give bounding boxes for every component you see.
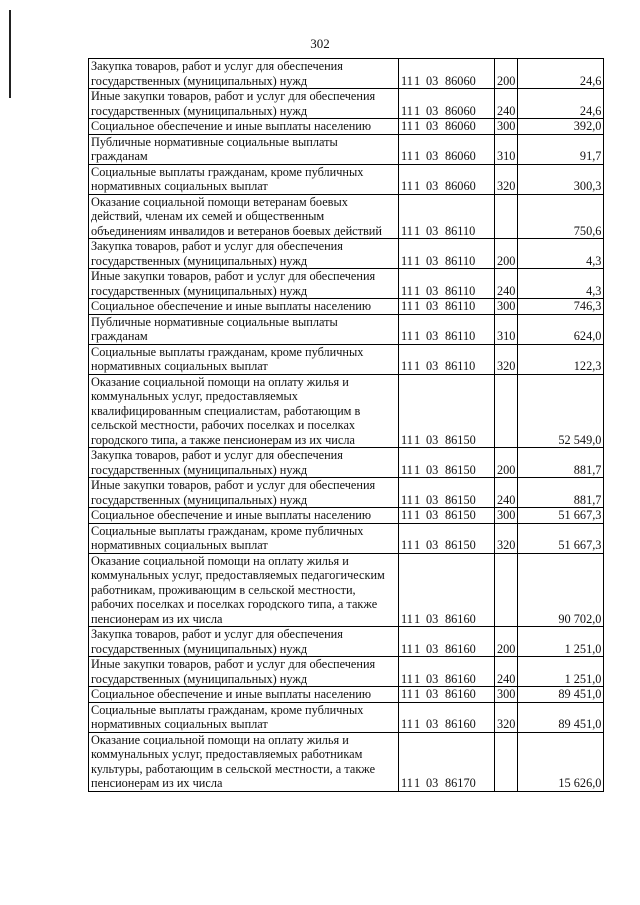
expense-name-cell — [89, 269, 399, 299]
expense-type: 310 — [497, 149, 516, 163]
code-subprogram: 1 — [414, 73, 421, 88]
target-code-cell — [399, 523, 495, 553]
amount: 89 451,0 — [558, 687, 602, 701]
code-direction: 86060 — [445, 179, 476, 193]
code-subprogram: 1 — [414, 717, 421, 731]
expense-name: Закупка товаров, работ и услуг для обеспечения государственных (муниципальных) нужд — [91, 627, 343, 656]
amount: 24,6 — [579, 73, 602, 88]
code-program: 11 — [401, 508, 413, 522]
expense-type: 300 — [497, 508, 516, 522]
table-row — [89, 478, 604, 508]
expense-name-cell — [89, 702, 399, 732]
amount-cell — [518, 374, 604, 448]
code-subprogram: 1 — [414, 538, 421, 552]
target-code-cell — [399, 239, 495, 269]
expense-name: Социальное обеспечение и иные выплаты населению — [91, 508, 372, 522]
amount: 750,6 — [573, 223, 602, 238]
table-row — [89, 702, 604, 732]
expense-name-cell — [89, 732, 399, 791]
expense-name: Иные закупки товаров, работ и услуг для обеспечения государственных (муниципальных) нужд — [91, 478, 376, 507]
amount-cell — [518, 478, 604, 508]
amount: 746,3 — [573, 299, 602, 313]
code-program: 11 — [401, 776, 413, 790]
table-row — [89, 508, 604, 524]
expense-name: Социальные выплаты гражданам, кроме публичных нормативных социальных выплат — [91, 164, 364, 193]
target-code-cell — [399, 119, 495, 135]
amount: 90 702,0 — [558, 611, 602, 626]
expense-name-cell — [89, 657, 399, 687]
code-subprogram: 1 — [414, 508, 421, 522]
code-subprogram: 1 — [414, 359, 421, 373]
amount-cell — [518, 164, 604, 194]
code-main-activity: 03 — [426, 671, 439, 686]
expense-type-cell — [495, 344, 518, 374]
expense-type: 310 — [497, 329, 516, 343]
expense-name: Оказание социальной помощи ветеранам боевых действий, членам их семей и общественным объединениям инвалидов и ветеранов боевых действий — [91, 194, 382, 238]
budget-table-body — [89, 59, 604, 792]
code-direction: 86110 — [445, 253, 476, 268]
amount-cell — [518, 448, 604, 478]
code-direction: 86110 — [445, 283, 476, 298]
amount-cell — [518, 702, 604, 732]
code-program: 11 — [401, 103, 413, 118]
code-main-activity: 03 — [426, 432, 439, 447]
expense-name-cell — [89, 59, 399, 89]
amount-cell — [518, 732, 604, 791]
table-row — [89, 448, 604, 478]
code-program: 11 — [401, 283, 413, 298]
target-code-cell — [399, 732, 495, 791]
code-direction: 86150 — [445, 462, 476, 477]
expense-type-cell — [495, 508, 518, 524]
amount: 4,3 — [586, 253, 602, 268]
expense-type: 320 — [497, 179, 516, 193]
code-main-activity: 03 — [426, 508, 439, 522]
expense-type-cell — [495, 687, 518, 703]
code-subprogram: 1 — [414, 462, 421, 477]
expense-name-cell — [89, 553, 399, 627]
amount: 51 667,3 — [558, 538, 602, 552]
code-subprogram: 1 — [414, 492, 421, 507]
expense-name-cell — [89, 508, 399, 524]
expense-type-cell — [495, 702, 518, 732]
code-subprogram: 1 — [414, 611, 421, 626]
expense-name: Публичные нормативные социальные выплаты гражданам — [91, 134, 338, 163]
expense-type-cell — [495, 164, 518, 194]
code-subprogram: 1 — [414, 776, 421, 790]
expense-name: Иные закупки товаров, работ и услуг для обеспечения государственных (муниципальных) нужд — [91, 89, 376, 118]
code-main-activity: 03 — [426, 179, 439, 193]
table-row — [89, 119, 604, 135]
amount-cell — [518, 299, 604, 315]
target-code-cell — [399, 299, 495, 315]
amount: 15 626,0 — [558, 776, 602, 790]
amount: 4,3 — [586, 283, 602, 298]
table-row — [89, 314, 604, 344]
amount: 122,3 — [573, 359, 602, 373]
amount: 881,7 — [573, 492, 602, 507]
expense-name: Закупка товаров, работ и услуг для обеспечения государственных (муниципальных) нужд — [91, 448, 343, 477]
code-subprogram: 1 — [414, 179, 421, 193]
expense-type-cell — [495, 119, 518, 135]
expense-type-cell — [495, 732, 518, 791]
code-direction: 86060 — [445, 119, 476, 133]
code-subprogram: 1 — [414, 432, 421, 447]
target-code-cell — [399, 194, 495, 239]
expense-name: Закупка товаров, работ и услуг для обеспечения государственных (муниципальных) нужд — [91, 239, 343, 268]
table-row — [89, 239, 604, 269]
expense-type: 200 — [497, 73, 516, 88]
expense-type-cell — [495, 89, 518, 119]
code-subprogram: 1 — [414, 329, 421, 343]
expense-name-cell — [89, 627, 399, 657]
code-program: 11 — [401, 179, 413, 193]
code-program: 11 — [401, 611, 413, 626]
code-subprogram: 1 — [414, 687, 421, 701]
expense-type: 300 — [497, 119, 516, 133]
expense-name: Иные закупки товаров, работ и услуг для обеспечения государственных (муниципальных) нужд — [91, 269, 376, 298]
code-direction: 86060 — [445, 103, 476, 118]
table-row — [89, 194, 604, 239]
code-main-activity: 03 — [426, 119, 439, 133]
expense-type: 300 — [497, 299, 516, 313]
code-main-activity: 03 — [426, 253, 439, 268]
expense-type-cell — [495, 553, 518, 627]
expense-type: 200 — [497, 641, 516, 656]
target-code-cell — [399, 687, 495, 703]
amount-cell — [518, 119, 604, 135]
code-direction: 86160 — [445, 611, 476, 626]
code-subprogram: 1 — [414, 283, 421, 298]
code-subprogram: 1 — [414, 641, 421, 656]
margin-line — [9, 10, 11, 98]
amount-cell — [518, 508, 604, 524]
amount-cell — [518, 194, 604, 239]
target-code-cell — [399, 89, 495, 119]
code-main-activity: 03 — [426, 299, 439, 313]
expense-name-cell — [89, 164, 399, 194]
amount-cell — [518, 59, 604, 89]
code-program: 11 — [401, 223, 413, 238]
code-program: 11 — [401, 253, 413, 268]
amount-cell — [518, 89, 604, 119]
page-number: 302 — [310, 36, 330, 51]
expense-name-cell — [89, 448, 399, 478]
amount: 392,0 — [573, 119, 602, 133]
table-row — [89, 732, 604, 791]
code-direction: 86150 — [445, 538, 476, 552]
amount-cell — [518, 344, 604, 374]
expense-type-cell — [495, 627, 518, 657]
table-row — [89, 687, 604, 703]
code-direction: 86170 — [445, 776, 476, 790]
code-main-activity: 03 — [426, 283, 439, 298]
code-direction: 86060 — [445, 73, 476, 88]
amount: 881,7 — [573, 462, 602, 477]
target-code-cell — [399, 657, 495, 687]
table-row — [89, 89, 604, 119]
amount-cell — [518, 134, 604, 164]
code-main-activity: 03 — [426, 687, 439, 701]
code-direction: 86110 — [445, 223, 476, 238]
expense-name-cell — [89, 374, 399, 448]
expense-type: 320 — [497, 538, 516, 552]
code-direction: 86110 — [445, 359, 476, 373]
expense-type: 240 — [497, 671, 516, 686]
expense-name-cell — [89, 89, 399, 119]
expense-type-cell — [495, 523, 518, 553]
expense-name: Социальное обеспечение и иные выплаты населению — [91, 119, 372, 133]
target-code-cell — [399, 478, 495, 508]
expense-type: 240 — [497, 103, 516, 118]
expense-type: 300 — [497, 687, 516, 701]
code-direction: 86160 — [445, 671, 476, 686]
amount: 91,7 — [579, 149, 602, 163]
amount: 1 251,0 — [564, 641, 602, 656]
expense-name: Закупка товаров, работ и услуг для обеспечения государственных (муниципальных) нужд — [91, 59, 343, 88]
expense-name: Иные закупки товаров, работ и услуг для обеспечения государственных (муниципальных) нужд — [91, 657, 376, 686]
target-code-cell — [399, 553, 495, 627]
expense-name: Оказание социальной помощи на оплату жилья и коммунальных услуг, предоставляемых педагогическим работникам, проживающим в сельской местности, рабочих поселках и поселках городского типа, а также пенсионерам из их числа — [91, 553, 385, 626]
target-code-cell — [399, 314, 495, 344]
table-row — [89, 657, 604, 687]
code-direction: 86160 — [445, 717, 476, 731]
code-direction: 86150 — [445, 432, 476, 447]
code-main-activity: 03 — [426, 462, 439, 477]
code-subprogram: 1 — [414, 253, 421, 268]
code-subprogram: 1 — [414, 299, 421, 313]
table-row — [89, 344, 604, 374]
amount-cell — [518, 269, 604, 299]
amount-cell — [518, 239, 604, 269]
expense-name-cell — [89, 134, 399, 164]
amount-cell — [518, 523, 604, 553]
code-main-activity: 03 — [426, 492, 439, 507]
target-code-cell — [399, 508, 495, 524]
expense-type-cell — [495, 194, 518, 239]
code-main-activity: 03 — [426, 73, 439, 88]
expense-name-cell — [89, 239, 399, 269]
code-main-activity: 03 — [426, 641, 439, 656]
target-code-cell — [399, 344, 495, 374]
code-program: 11 — [401, 687, 413, 701]
target-code-cell — [399, 134, 495, 164]
target-code-cell — [399, 374, 495, 448]
target-code-cell — [399, 59, 495, 89]
expense-type-cell — [495, 269, 518, 299]
code-subprogram: 1 — [414, 103, 421, 118]
target-code-cell — [399, 164, 495, 194]
expense-name: Социальное обеспечение и иные выплаты населению — [91, 687, 372, 701]
expense-name-cell — [89, 119, 399, 135]
code-main-activity: 03 — [426, 329, 439, 343]
expense-type-cell — [495, 299, 518, 315]
amount-cell — [518, 627, 604, 657]
code-main-activity: 03 — [426, 223, 439, 238]
code-program: 11 — [401, 73, 413, 88]
code-subprogram: 1 — [414, 223, 421, 238]
code-main-activity: 03 — [426, 538, 439, 552]
expense-name-cell — [89, 687, 399, 703]
expense-type: 320 — [497, 359, 516, 373]
expense-name: Публичные нормативные социальные выплаты гражданам — [91, 314, 338, 343]
amount: 52 549,0 — [558, 432, 602, 447]
code-direction: 86110 — [445, 299, 476, 313]
code-program: 11 — [401, 149, 413, 163]
table-row — [89, 553, 604, 627]
amount: 300,3 — [573, 179, 602, 193]
code-program: 11 — [401, 359, 413, 373]
expense-type-cell — [495, 134, 518, 164]
code-direction: 86160 — [445, 687, 476, 701]
expense-name: Оказание социальной помощи на оплату жилья и коммунальных услуг, предоставляемых квалифицированным специалистам, работающим в сельской местности, рабочих поселках и поселках городского типа, а также пенсионерам из их числа — [91, 374, 361, 447]
expense-name: Социальные выплаты гражданам, кроме публичных нормативных социальных выплат — [91, 702, 364, 731]
expense-name-cell — [89, 314, 399, 344]
table-row — [89, 269, 604, 299]
code-direction: 86060 — [445, 149, 476, 163]
code-subprogram: 1 — [414, 119, 421, 133]
amount-cell — [518, 657, 604, 687]
code-main-activity: 03 — [426, 149, 439, 163]
code-program: 11 — [401, 671, 413, 686]
expense-name: Социальные выплаты гражданам, кроме публичных нормативных социальных выплат — [91, 344, 364, 373]
expense-name-cell — [89, 299, 399, 315]
code-direction: 86110 — [445, 329, 476, 343]
code-program: 11 — [401, 432, 413, 447]
expense-type-cell — [495, 657, 518, 687]
table-row — [89, 59, 604, 89]
code-direction: 86160 — [445, 641, 476, 656]
code-program: 11 — [401, 641, 413, 656]
expense-type-cell — [495, 59, 518, 89]
expense-name: Социальное обеспечение и иные выплаты населению — [91, 299, 372, 313]
amount: 89 451,0 — [558, 717, 602, 731]
table-row — [89, 523, 604, 553]
table-row — [89, 374, 604, 448]
amount-cell — [518, 553, 604, 627]
amount: 24,6 — [579, 103, 602, 118]
expense-name-cell — [89, 344, 399, 374]
table-row — [89, 299, 604, 315]
amount: 1 251,0 — [564, 671, 602, 686]
code-program: 11 — [401, 299, 413, 313]
expense-type: 200 — [497, 462, 516, 477]
code-program: 11 — [401, 462, 413, 477]
target-code-cell — [399, 702, 495, 732]
expense-type-cell — [495, 239, 518, 269]
target-code-cell — [399, 269, 495, 299]
amount: 624,0 — [573, 329, 602, 343]
code-main-activity: 03 — [426, 611, 439, 626]
code-direction: 86150 — [445, 492, 476, 507]
code-program: 11 — [401, 717, 413, 731]
expense-name-cell — [89, 194, 399, 239]
table-row — [89, 627, 604, 657]
expense-name-cell — [89, 478, 399, 508]
amount-cell — [518, 687, 604, 703]
code-main-activity: 03 — [426, 103, 439, 118]
budget-table — [88, 58, 604, 792]
expense-name-cell — [89, 523, 399, 553]
code-program: 11 — [401, 492, 413, 507]
code-direction: 86150 — [445, 508, 476, 522]
target-code-cell — [399, 448, 495, 478]
amount: 51 667,3 — [558, 508, 602, 522]
table-row — [89, 164, 604, 194]
expense-type: 240 — [497, 492, 516, 507]
table-row — [89, 134, 604, 164]
amount-cell — [518, 314, 604, 344]
expense-type: 200 — [497, 253, 516, 268]
expense-type: 240 — [497, 283, 516, 298]
expense-name: Оказание социальной помощи на оплату жилья и коммунальных услуг, предоставляемых работникам культуры, работающим в сельской местности, а также пенсионерам из их числа — [91, 732, 376, 790]
expense-type-cell — [495, 314, 518, 344]
code-main-activity: 03 — [426, 776, 439, 790]
code-program: 11 — [401, 329, 413, 343]
expense-type-cell — [495, 374, 518, 448]
code-subprogram: 1 — [414, 149, 421, 163]
expense-type-cell — [495, 478, 518, 508]
code-main-activity: 03 — [426, 717, 439, 731]
code-program: 11 — [401, 538, 413, 552]
expense-name: Социальные выплаты гражданам, кроме публичных нормативных социальных выплат — [91, 523, 364, 552]
code-main-activity: 03 — [426, 359, 439, 373]
code-program: 11 — [401, 119, 413, 133]
expense-type: 320 — [497, 717, 516, 731]
code-subprogram: 1 — [414, 671, 421, 686]
target-code-cell — [399, 627, 495, 657]
expense-type-cell — [495, 448, 518, 478]
